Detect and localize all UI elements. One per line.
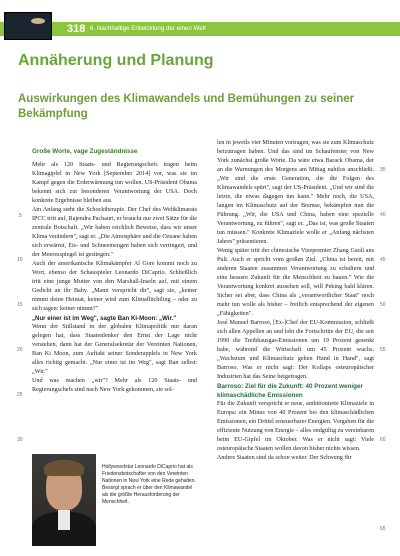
paragraph: len in jeweils vier Minuten vortragen, was sie zum Klimaschutz beizutragen haben. Und das sind im Schaufenster von New York zunächst große Worte. Da wäre etwa Barack Obama, der an die Warnungen des Morgens am Mittag nahtlos anschließt. „Wir sind die erste Generation, die die Folgen des Klimawandels spürt", sagt der US-Präsident. „Und wir sind die letzte, die etwas dagegen tun kann." Mehr noch, die USA, langen im Klimaschutz auf der Bremse, bekämpfen nun die Führung. „Wir, die USA und China, haben eine spezielle Verantwortung, zu führen", sagt er. „Das ist, was große Staaten tun müssen." Konkrete Klimaziele wolle er „Anfang nächsten Jahres" präsentieren. <box>217 140 374 245</box>
line-number: 30 <box>17 437 23 443</box>
line-number: 35 <box>380 167 386 173</box>
page-number: 318 <box>67 23 86 35</box>
line-number: 45 <box>380 257 386 263</box>
line-number: 65 <box>380 526 386 532</box>
dicaprio-portrait-photo <box>32 454 96 546</box>
line-number: 5 <box>19 213 22 219</box>
paragraph: Für die Zukunft verspricht er neue, ambitionierte Klimaziele in Europa: ein Minus von 40 Prozent bei den klimaschädlichen Emissionen, ein Drittel erneuerbarer Energien. Vorgaben für die effiziente Nutzung von Energie – alles endgültig zu vereinbaren beim EU-Gipfel im Oktober. Was er nicht sagt: Viele osteuropäische Staaten wollen davon bisher nichts wissen. <box>217 401 374 452</box>
right-text-column <box>217 139 374 463</box>
line-number: 10 <box>17 257 23 263</box>
page-header-bar <box>0 22 400 36</box>
article-title: Annäherung und Planung <box>18 52 214 69</box>
line-number: 60 <box>380 437 386 443</box>
paragraph: José Manuel Barroso, [Ex-]Chef der EU-Kommission, schließt sich allen Appellen an und lobt die Fortschritte der EU, die seit 1990 die Treibhausgas-Emissionen um 19 Prozent gesenkt habe, während die Wirtschaft um 45 Prozent wuchs. „Wachstum und Klimaschutz gehen Hand in Hand", sagt Barroso. Was er nicht sagt: Der Kollaps osteuropäischer Industrien hat das Seine beigetragen. <box>217 320 374 380</box>
line-number: 25 <box>17 392 23 398</box>
article-subtitle: Auswirkungen des Klimawandels und Bemühungen zu seiner Bekämpfung <box>18 93 355 120</box>
paragraph: Und was machen „wir"? Mehr als 120 Staats- und Regierungschefs sind nach New York gekommen, sie sol- <box>32 378 197 393</box>
line-number: 50 <box>380 302 386 308</box>
paragraph: Wenn der Stillstand in der globalen Klimapolitik nur daran gelegen hat, dass Staatenlenker den Ernst der Lage nicht verstehen, dann hat der Generalsekretär der Vereinten Nationen, Ban Ki Moon, zum Auftakt seiner Sonderapplels in New York alles richtig gemacht. „Nur einer ist im Weg", sagt Ban selbst: „Wir." <box>32 324 197 375</box>
line-number: 20 <box>17 347 23 353</box>
paragraph: Mehr als 120 Staats- und Regierungschefs tragen beim Klimagipfel in New York [September 2014] vor, was sie im Kampf gegen die Erderwärmung tun wollen. US-Präsident Obama bekennt sich zur besonderen Verantwortung der USA. Doch konkrete Ergebnisse bleiben aus. <box>32 162 197 204</box>
left-column-heading: Große Worte, vage Zugeständnisse <box>32 148 138 155</box>
left-text-column <box>32 147 197 395</box>
line-number: 40 <box>380 212 386 218</box>
section-label: 6. Nachhaltige Entwicklung der einen Welt <box>90 25 206 32</box>
line-number: 55 <box>380 347 386 353</box>
paragraph: Wenig später tritt der chinesische Vizepremier Zhang Gaoli ans Pult. Auch er spricht vom großen Ziel. „China ist bereit, mit anderen Staaten zusammen Verantwortung zu schultern und eine bessere Zukunft für die Menschheit zu bauen." Wie die Verantwortung konkret aussehen soll, will Peking bald klären. Sicher sei aber, dass China als „verantwortlicher Staat" noch mehr tun wolle als bisher – freilich entsprechend der eigenen „Fähigkeiten". <box>217 248 374 317</box>
paragraph: Am Anfang steht die Schocktherapie. Der Chef des Weltklimarats IPCC tritt auf, Rajendra Pachauri, er braucht nur zwei Sätze für die zentrale Botschaft. „Wir haben reichlich Beweise, dass wir unser Klima verändern", sagt er. „Die Atmosphäre und die Ozeane haben sich erwärmt, Eis- und Schneemengen haben sich verringert, und der Meeresspiegel ist gestiegen." <box>32 207 197 258</box>
header-thumbnail-image <box>4 12 52 40</box>
photo-caption: Hollywoodstar Leonardo DiCaprio hat als Friedensbotschafter von den Vereinten Nationen in New York eine Rede gehalten. Besorgt sprach er über den Klimawandel als die größte Herausforderung der Menschheit. <box>102 464 196 505</box>
line-number: 15 <box>17 302 23 308</box>
bold-subheading: „Nur einer ist im Weg", sagte Ban Ki-Moon: „Wir." <box>32 315 177 322</box>
right-column-heading: Barroso: Ziel für die Zukunft: 40 Prozent weniger klimaschädliche Emissionen <box>217 383 363 399</box>
paragraph: Andere Staaten sind da schon weiter. Der Schwung für <box>217 455 352 461</box>
paragraph: Auch der amerikanische Klimakämpfer Al Gore kommt noch zu Wort, ebenso der Schauspieler Leonardo DiCaprio. Schließlich tritt eine junge Mutter von den Marshall-Inseln auf, mit einem Gedicht an ihr Baby. „Mami verspricht dir", sagt sie, „keiner nimmt deine Heimat, keiner wird zum Klimaflüchtling – oder zu sich tagen: keiner nimmt?" <box>32 261 197 312</box>
